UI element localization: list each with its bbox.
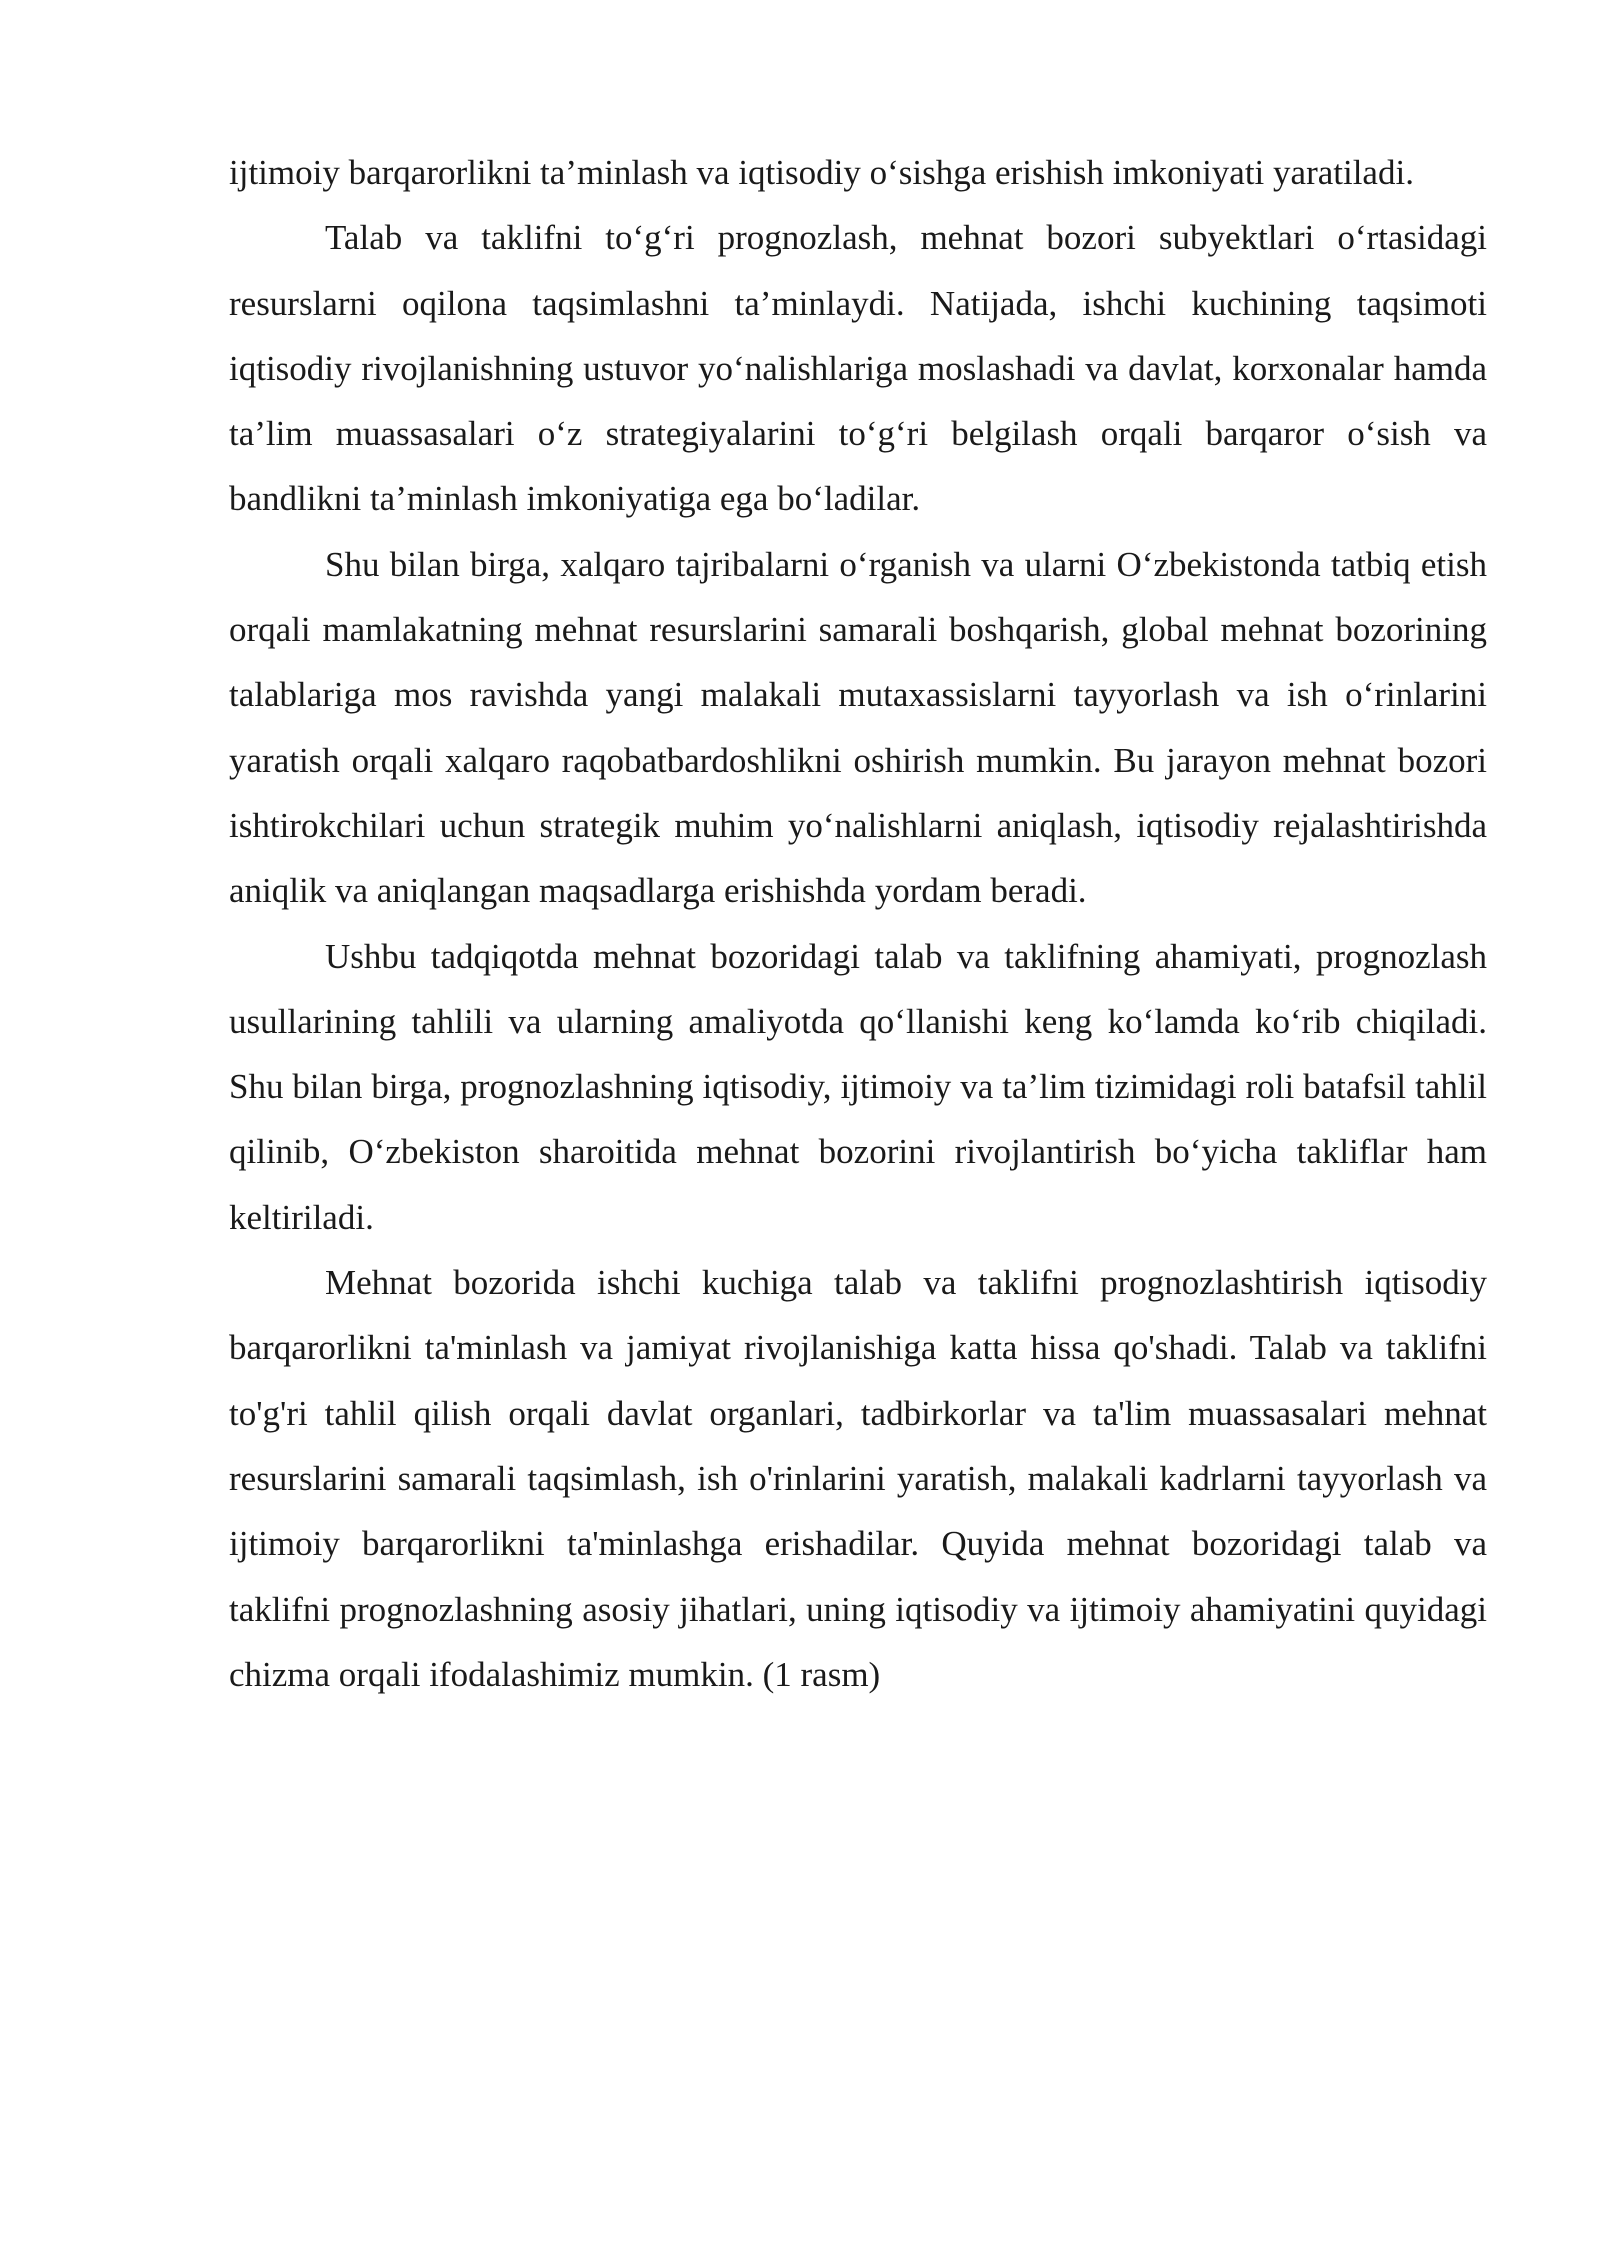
document-page bbox=[229, 140, 1487, 1707]
paragraph-forecasting-resources: Talab va taklifni to‘g‘ri prognozlash, mehnat bozori subyektlari o‘rtasidagi resurslarni oqilona taqsimlashni ta’minlaydi. Natijada, ishchi kuchining taqsimoti iqtisodiy rivojlanishning ustuvor yo‘nalishlariga moslashadi va davlat, korxonalar hamda ta’lim muassasalari o‘z strategiyalarini to‘g‘ri belgilash orqali barqaror o‘sish va bandlikni ta’minlash imkoniyatiga ega bo‘ladilar. bbox=[229, 218, 1487, 519]
paragraph-continuation: ijtimoiy barqarorlikni ta’minlash va iqtisodiy o‘sishga erishish imkoniyati yaratiladi. bbox=[229, 153, 1414, 192]
paragraph-international-experience: Shu bilan birga, xalqaro tajribalarni o‘rganish va ularni O‘zbekistonda tatbiq etish orqali mamlakatning mehnat resurslarini samarali boshqarish, global mehnat bozorining talablariga mos ravishda yangi malakali mutaxassislarni tayyorlash va ish o‘rinlarini yaratish orqali xalqaro raqobatbardoshlikni oshirish mumkin. Bu jarayon mehnat bozori ishtirokchilari uchun strategik muhim yo‘nalishlarni aniqlash, iqtisodiy rejalashtirishda aniqlik va aniqlangan maqsadlarga erishishda yordam beradi. bbox=[229, 544, 1487, 911]
paragraph-research-scope: Ushbu tadqiqotda mehnat bozoridagi talab va taklifning ahamiyati, prognozlash usullarining tahlili va ularning amaliyotda qo‘llanishi keng ko‘lamda ko‘rib chiqiladi. Shu bilan birga, prognozlashning iqtisodiy, ijtimoiy va ta’lim tizimidagi roli batafsil tahlil qilinib, O‘zbekiston sharoitida mehnat bozorini rivojlantirish bo‘yicha takliflar ham keltiriladi. bbox=[229, 936, 1487, 1237]
paragraph-figure-intro: Mehnat bozorida ishchi kuchiga talab va taklifni prognozlashtirish iqtisodiy barqarorlikni ta'minlash va jamiyat rivojlanishiga katta hissa qo'shadi. Talab va taklifni to'g'ri tahlil qilish orqali davlat organlari, tadbirkorlar va ta'lim muassasalari mehnat resurslarini samarali taqsimlash, ish o'rinlarini yaratish, malakali kadrlarni tayyorlash va ijtimoiy barqarorlikni ta'minlashga erishadilar. Quyida mehnat bozoridagi talab va taklifni prognozlashning asosiy jihatlari, uning iqtisodiy va ijtimoiy ahamiyatini quyidagi chizma orqali ifodalashimiz mumkin. (1 rasm) bbox=[229, 1263, 1487, 1694]
